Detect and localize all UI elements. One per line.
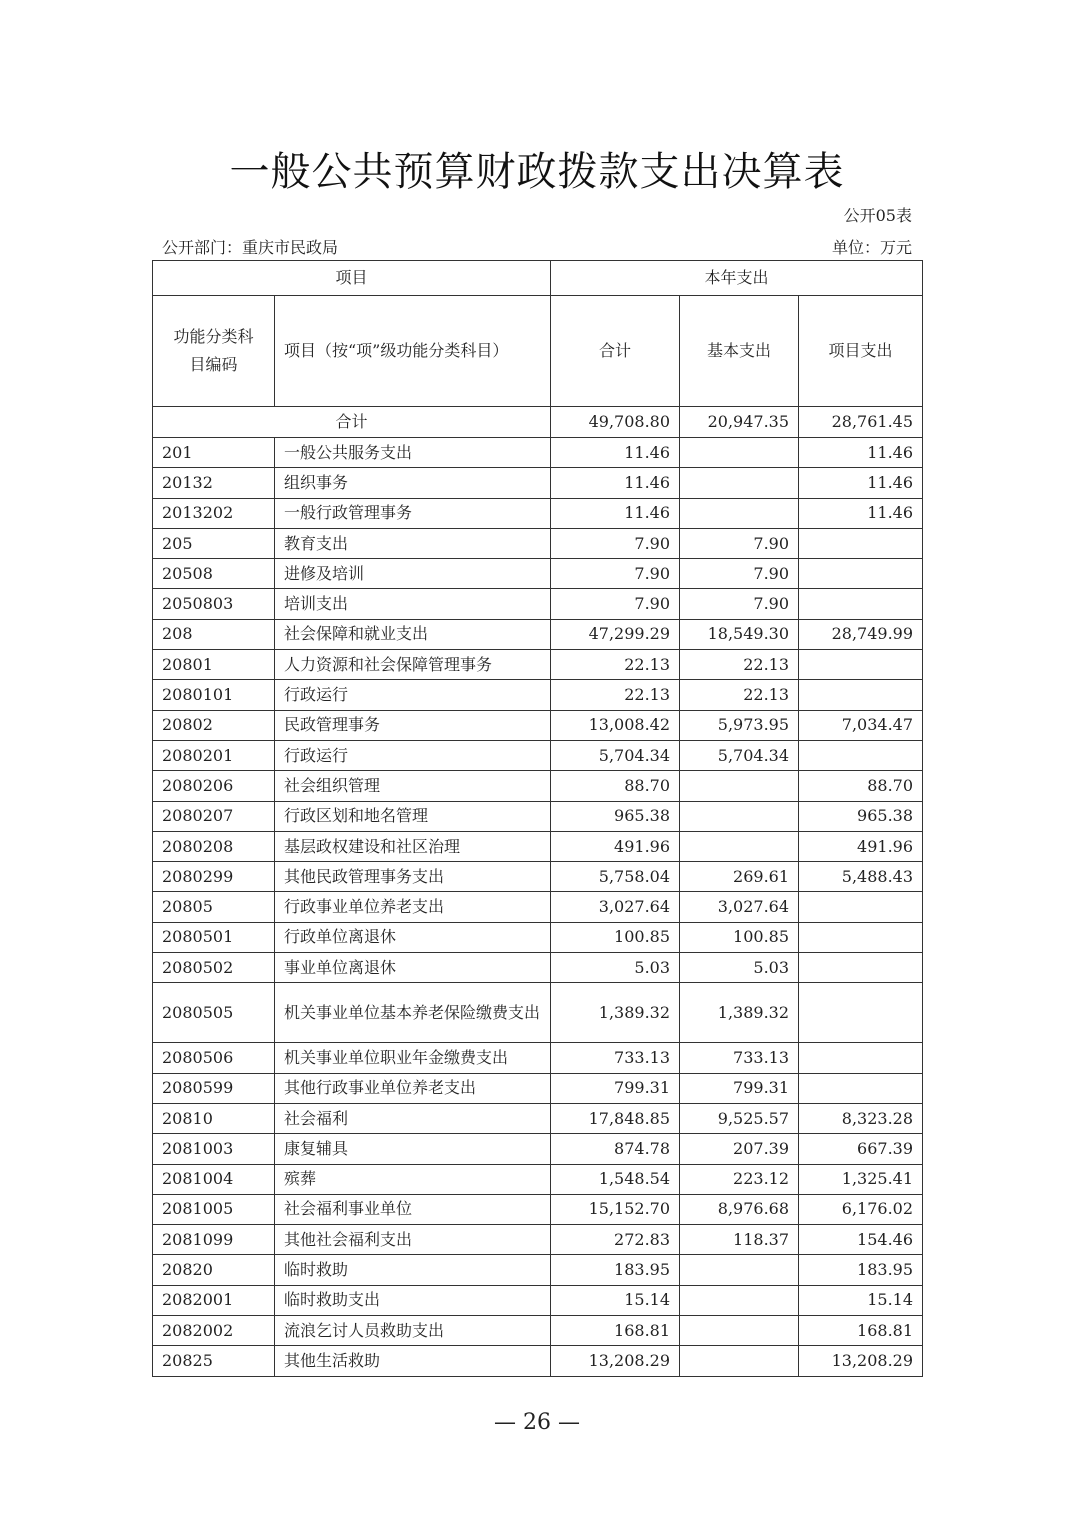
project-cell: 667.39 <box>799 1134 923 1164</box>
header-current-year: 本年支出 <box>551 261 923 296</box>
project-cell <box>799 1073 923 1103</box>
project-cell <box>799 740 923 770</box>
project-cell <box>799 892 923 922</box>
code-cell: 2080201 <box>153 740 275 770</box>
name-cell: 教育支出 <box>275 528 551 558</box>
table-row <box>153 559 923 589</box>
total-cell: 7.90 <box>551 559 680 589</box>
basic-cell <box>680 498 799 528</box>
code-cell: 20132 <box>153 468 275 498</box>
table-row <box>153 438 923 468</box>
total-cell: 88.70 <box>551 771 680 801</box>
name-cell: 社会福利 <box>275 1103 551 1133</box>
project-cell: 8,323.28 <box>799 1103 923 1133</box>
basic-cell: 7.90 <box>680 589 799 619</box>
budget-table <box>152 260 923 1377</box>
total-cell: 183.95 <box>551 1255 680 1285</box>
basic-cell: 18,549.30 <box>680 619 799 649</box>
basic-cell: 207.39 <box>680 1134 799 1164</box>
project-cell <box>799 953 923 983</box>
name-cell: 进修及培训 <box>275 559 551 589</box>
project-cell <box>799 983 923 1043</box>
basic-cell <box>680 1346 799 1376</box>
total-cell: 7.90 <box>551 528 680 558</box>
name-cell: 培训支出 <box>275 589 551 619</box>
total-cell: 11.46 <box>551 498 680 528</box>
code-cell: 2081004 <box>153 1164 275 1194</box>
table-row <box>153 1225 923 1255</box>
table-row <box>153 831 923 861</box>
code-cell: 20825 <box>153 1346 275 1376</box>
table-row <box>153 953 923 983</box>
name-cell: 一般公共服务支出 <box>275 438 551 468</box>
code-cell: 2080299 <box>153 862 275 892</box>
name-cell: 其他社会福利支出 <box>275 1225 551 1255</box>
total-cell: 5,758.04 <box>551 862 680 892</box>
basic-cell: 5.03 <box>680 953 799 983</box>
name-cell: 殡葬 <box>275 1164 551 1194</box>
total-cell: 13,008.42 <box>551 710 680 740</box>
basic-cell: 269.61 <box>680 862 799 892</box>
project-cell: 7,034.47 <box>799 710 923 740</box>
name-cell: 行政区划和地名管理 <box>275 801 551 831</box>
table-row <box>153 1255 923 1285</box>
project-cell: 491.96 <box>799 831 923 861</box>
name-cell: 事业单位离退休 <box>275 953 551 983</box>
basic-cell <box>680 801 799 831</box>
project-cell: 15.14 <box>799 1285 923 1315</box>
basic-cell <box>680 1255 799 1285</box>
name-cell: 其他民政管理事务支出 <box>275 862 551 892</box>
basic-cell <box>680 438 799 468</box>
total-cell: 5,704.34 <box>551 740 680 770</box>
project-cell: 5,488.43 <box>799 862 923 892</box>
name-cell: 民政管理事务 <box>275 710 551 740</box>
total-project: 28,761.45 <box>799 407 923 438</box>
table-row <box>153 528 923 558</box>
table-row <box>153 680 923 710</box>
total-basic: 20,947.35 <box>680 407 799 438</box>
name-cell: 机关事业单位基本养老保险缴费支出 <box>275 983 551 1043</box>
basic-cell: 22.13 <box>680 680 799 710</box>
total-cell: 5.03 <box>551 953 680 983</box>
total-cell: 799.31 <box>551 1073 680 1103</box>
code-cell: 20805 <box>153 892 275 922</box>
basic-cell: 118.37 <box>680 1225 799 1255</box>
name-cell: 其他生活救助 <box>275 1346 551 1376</box>
department-label: 公开部门：重庆市民政局 <box>162 238 339 257</box>
project-cell: 965.38 <box>799 801 923 831</box>
table-row <box>153 1285 923 1315</box>
name-cell: 社会保障和就业支出 <box>275 619 551 649</box>
code-cell: 2080506 <box>153 1043 275 1073</box>
name-cell: 流浪乞讨人员救助支出 <box>275 1316 551 1346</box>
table-row <box>153 1316 923 1346</box>
basic-cell: 7.90 <box>680 528 799 558</box>
name-cell: 康复辅具 <box>275 1134 551 1164</box>
header-project: 项目 <box>153 261 551 296</box>
table-row <box>153 1134 923 1164</box>
basic-cell <box>680 1316 799 1346</box>
header-code: 功能分类科目编码 <box>153 296 275 407</box>
header-name: 项目（按“项”级功能分类科目） <box>275 296 551 407</box>
total-cell: 3,027.64 <box>551 892 680 922</box>
code-cell: 20810 <box>153 1103 275 1133</box>
basic-cell: 3,027.64 <box>680 892 799 922</box>
page-number: — 26 — <box>494 1410 580 1435</box>
name-cell: 临时救助支出 <box>275 1285 551 1315</box>
total-cell: 1,548.54 <box>551 1164 680 1194</box>
code-cell: 205 <box>153 528 275 558</box>
project-cell: 13,208.29 <box>799 1346 923 1376</box>
total-cell: 272.83 <box>551 1225 680 1255</box>
project-cell <box>799 559 923 589</box>
basic-cell: 22.13 <box>680 650 799 680</box>
code-cell: 2013202 <box>153 498 275 528</box>
project-cell: 11.46 <box>799 498 923 528</box>
project-cell: 168.81 <box>799 1316 923 1346</box>
table-row <box>153 650 923 680</box>
project-cell <box>799 922 923 952</box>
total-cell: 15,152.70 <box>551 1194 680 1224</box>
basic-cell: 733.13 <box>680 1043 799 1073</box>
project-cell: 6,176.02 <box>799 1194 923 1224</box>
total-cell: 47,299.29 <box>551 619 680 649</box>
table-row <box>153 468 923 498</box>
basic-cell: 9,525.57 <box>680 1103 799 1133</box>
name-cell: 机关事业单位职业年金缴费支出 <box>275 1043 551 1073</box>
code-cell: 2081099 <box>153 1225 275 1255</box>
total-cell: 965.38 <box>551 801 680 831</box>
table-row <box>153 498 923 528</box>
total-cell: 15.14 <box>551 1285 680 1315</box>
header-total: 合计 <box>551 296 680 407</box>
code-cell: 2080599 <box>153 1073 275 1103</box>
code-cell: 2080206 <box>153 771 275 801</box>
project-cell: 88.70 <box>799 771 923 801</box>
table-row <box>153 1103 923 1133</box>
basic-cell: 5,973.95 <box>680 710 799 740</box>
code-cell: 201 <box>153 438 275 468</box>
table-row <box>153 801 923 831</box>
table-row <box>153 619 923 649</box>
basic-cell: 8,976.68 <box>680 1194 799 1224</box>
project-cell: 11.46 <box>799 438 923 468</box>
code-cell: 20801 <box>153 650 275 680</box>
form-number: 公开05表 <box>843 206 912 225</box>
name-cell: 社会组织管理 <box>275 771 551 801</box>
total-cell: 13,208.29 <box>551 1346 680 1376</box>
table-row <box>153 589 923 619</box>
name-cell: 基层政权建设和社区治理 <box>275 831 551 861</box>
code-cell: 2081005 <box>153 1194 275 1224</box>
project-cell: 28,749.99 <box>799 619 923 649</box>
code-cell: 2080505 <box>153 983 275 1043</box>
table-row <box>153 771 923 801</box>
total-cell: 874.78 <box>551 1134 680 1164</box>
code-cell: 2082002 <box>153 1316 275 1346</box>
table-row <box>153 922 923 952</box>
project-cell <box>799 1043 923 1073</box>
table-row <box>153 862 923 892</box>
basic-cell: 100.85 <box>680 922 799 952</box>
project-cell: 1,325.41 <box>799 1164 923 1194</box>
name-cell: 组织事务 <box>275 468 551 498</box>
total-sum: 49,708.80 <box>551 407 680 438</box>
code-cell: 2081003 <box>153 1134 275 1164</box>
name-cell: 行政运行 <box>275 680 551 710</box>
project-cell: 11.46 <box>799 468 923 498</box>
total-label: 合计 <box>153 407 551 438</box>
total-cell: 7.90 <box>551 589 680 619</box>
table-row <box>153 1346 923 1376</box>
name-cell: 行政运行 <box>275 740 551 770</box>
table-row <box>153 1043 923 1073</box>
name-cell: 行政单位离退休 <box>275 922 551 952</box>
total-cell: 100.85 <box>551 922 680 952</box>
basic-cell: 799.31 <box>680 1073 799 1103</box>
basic-cell <box>680 468 799 498</box>
total-cell: 22.13 <box>551 650 680 680</box>
code-cell: 20508 <box>153 559 275 589</box>
project-cell <box>799 589 923 619</box>
header-basic: 基本支出 <box>680 296 799 407</box>
code-cell: 208 <box>153 619 275 649</box>
page-title: 一般公共预算财政拨款支出决算表 <box>229 149 845 195</box>
name-cell: 社会福利事业单位 <box>275 1194 551 1224</box>
basic-cell <box>680 771 799 801</box>
table-row <box>153 1073 923 1103</box>
code-cell: 2080502 <box>153 953 275 983</box>
total-cell: 733.13 <box>551 1043 680 1073</box>
code-cell: 2080101 <box>153 680 275 710</box>
basic-cell <box>680 831 799 861</box>
table-row <box>153 892 923 922</box>
name-cell: 临时救助 <box>275 1255 551 1285</box>
table-row <box>153 1194 923 1224</box>
project-cell: 154.46 <box>799 1225 923 1255</box>
total-cell: 11.46 <box>551 438 680 468</box>
total-cell: 22.13 <box>551 680 680 710</box>
table-row <box>153 1164 923 1194</box>
basic-cell <box>680 1285 799 1315</box>
project-cell <box>799 650 923 680</box>
table-row <box>153 740 923 770</box>
basic-cell: 5,704.34 <box>680 740 799 770</box>
project-cell <box>799 528 923 558</box>
header-project-expense: 项目支出 <box>799 296 923 407</box>
name-cell: 其他行政事业单位养老支出 <box>275 1073 551 1103</box>
code-cell: 20820 <box>153 1255 275 1285</box>
name-cell: 一般行政管理事务 <box>275 498 551 528</box>
basic-cell: 223.12 <box>680 1164 799 1194</box>
code-cell: 20802 <box>153 710 275 740</box>
basic-cell: 7.90 <box>680 559 799 589</box>
table-row <box>153 983 923 1043</box>
name-cell: 行政事业单位养老支出 <box>275 892 551 922</box>
total-cell: 491.96 <box>551 831 680 861</box>
code-cell: 2082001 <box>153 1285 275 1315</box>
unit-label: 单位：万元 <box>831 238 912 257</box>
total-row <box>153 407 923 438</box>
project-cell <box>799 680 923 710</box>
total-cell: 168.81 <box>551 1316 680 1346</box>
code-cell: 2080501 <box>153 922 275 952</box>
code-cell: 2080207 <box>153 801 275 831</box>
code-cell: 2080208 <box>153 831 275 861</box>
basic-cell: 1,389.32 <box>680 983 799 1043</box>
total-cell: 11.46 <box>551 468 680 498</box>
table-row <box>153 710 923 740</box>
total-cell: 1,389.32 <box>551 983 680 1043</box>
project-cell: 183.95 <box>799 1255 923 1285</box>
name-cell: 人力资源和社会保障管理事务 <box>275 650 551 680</box>
code-cell: 2050803 <box>153 589 275 619</box>
total-cell: 17,848.85 <box>551 1103 680 1133</box>
